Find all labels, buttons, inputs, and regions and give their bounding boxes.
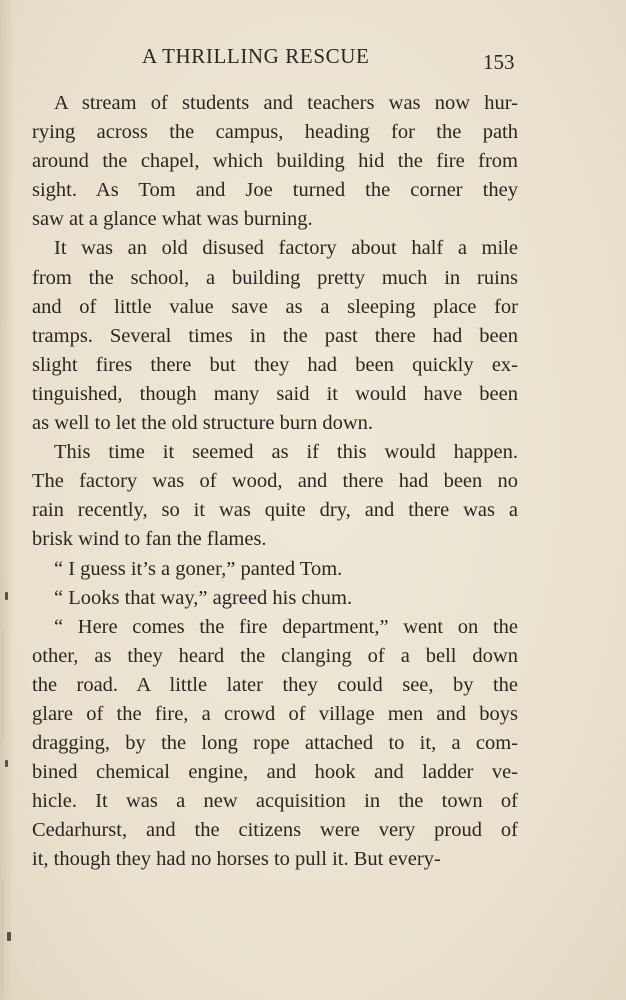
- gutter-shadow: [0, 0, 14, 1000]
- text-line: dragging, by the long rope attached to it, a com-: [32, 732, 518, 755]
- page-number: 153: [483, 50, 515, 74]
- text-line: bined chemical engine, and hook and ladder ve-: [32, 761, 518, 784]
- margin-mark: [5, 592, 8, 600]
- text-line: it, though they had no horses to pull it. But every-: [32, 848, 441, 871]
- text-line: It was an old disused factory about half a mile: [54, 237, 518, 260]
- text-line: brisk wind to fan the flames.: [32, 528, 267, 551]
- text-line: as well to let the old structure burn down.: [32, 412, 374, 435]
- text-line: hicle. It was a new acquisition in the town of: [32, 790, 518, 813]
- text-line: saw at a glance what was burning.: [32, 208, 313, 231]
- text-line: from the school, a building pretty much in ruins: [32, 266, 518, 289]
- text-line: tinguished, though many said it would have been: [32, 382, 518, 405]
- page-header: [0, 44, 626, 78]
- text-line: glare of the fire, a crowd of village men and boys: [32, 702, 518, 725]
- text-line: other, as they heard the clanging of a bell down: [32, 644, 518, 667]
- text-line: rying across the campus, heading for the path: [32, 121, 518, 144]
- text-line: slight fires there but they had been quickly ex-: [32, 353, 518, 376]
- body-text: [32, 89, 518, 875]
- text-line: sight. As Tom and Joe turned the corner they: [32, 179, 518, 202]
- text-line: This time it seemed as if this would happen.: [54, 441, 518, 464]
- text-line: “ Looks that way,” agreed his chum.: [54, 586, 353, 609]
- text-line: tramps. Several times in the past there had been: [32, 324, 518, 347]
- text-line: “ Here comes the fire department,” went on the: [54, 615, 518, 638]
- running-head: A THRILLING RESCUE: [142, 44, 370, 68]
- text-line: and of little value save as a sleeping place for: [32, 295, 518, 318]
- text-line: “ I guess it’s a goner,” panted Tom.: [54, 557, 343, 580]
- text-line: around the chapel, which building hid the fire from: [32, 150, 518, 173]
- text-line: The factory was of wood, and there had been no: [32, 470, 518, 493]
- margin-rule: [2, 880, 3, 990]
- margin-mark: [5, 760, 8, 767]
- margin-rule: [2, 630, 3, 740]
- margin-mark: [7, 932, 11, 941]
- text-line: A stream of students and teachers was now hur-: [54, 92, 518, 114]
- text-line: Cedarhurst, and the citizens were very proud of: [32, 819, 518, 842]
- text-line: the road. A little later they could see, by the: [32, 673, 518, 696]
- text-line: rain recently, so it was quite dry, and there was a: [32, 499, 518, 522]
